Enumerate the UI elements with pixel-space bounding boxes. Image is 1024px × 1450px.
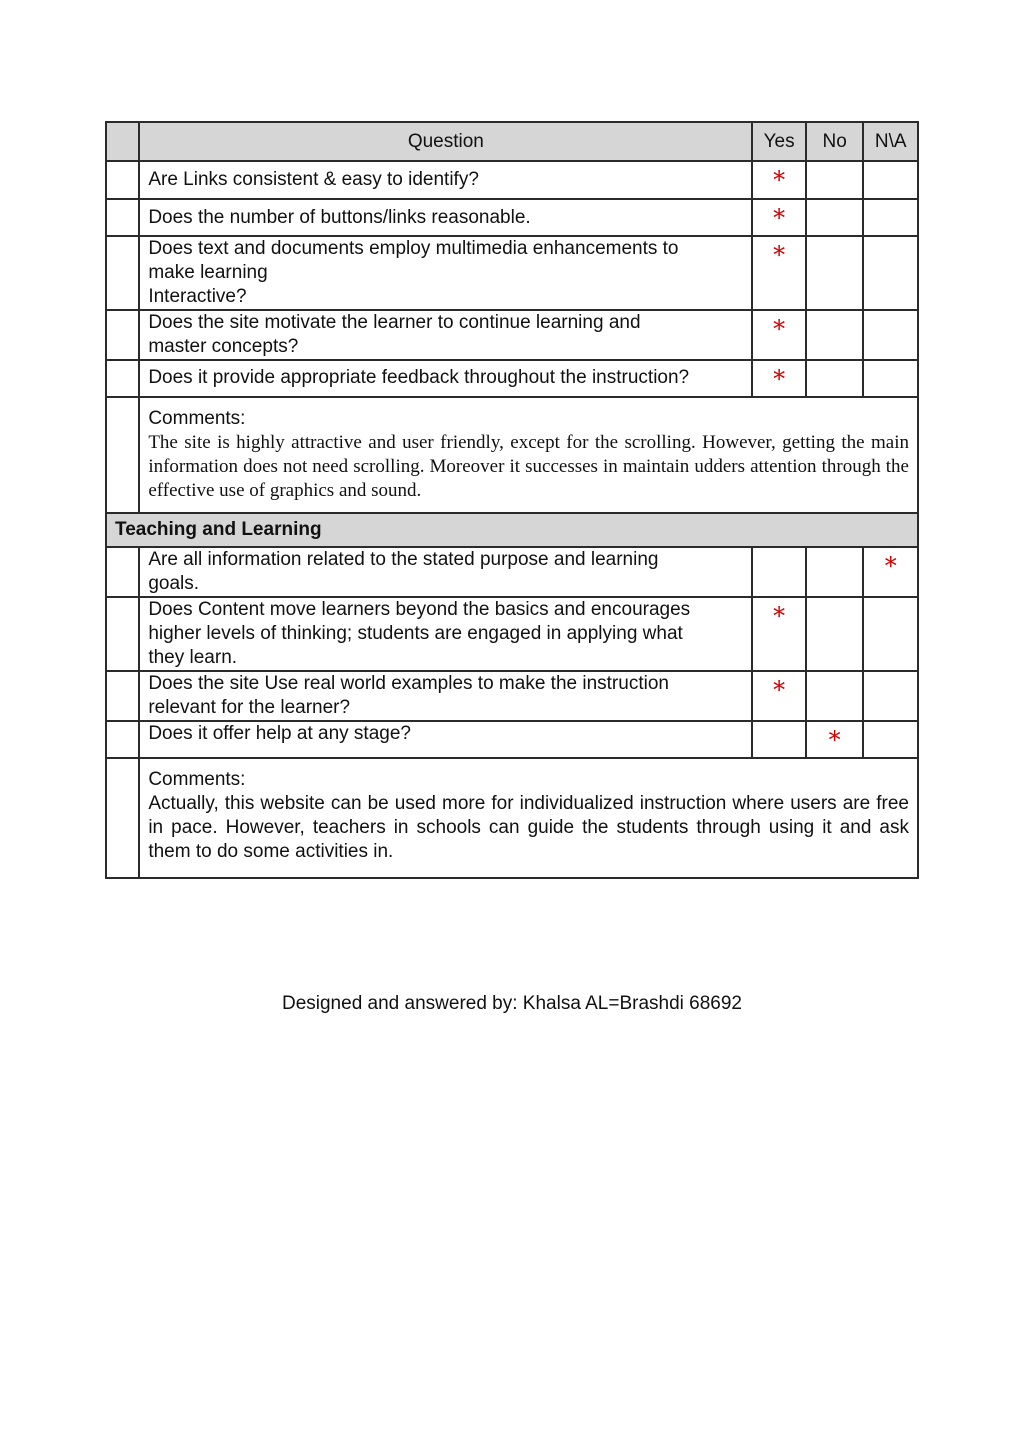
row-blank — [106, 310, 139, 360]
question-line: Are all information related to the stated purpose and learning — [148, 549, 659, 570]
selected-mark: * — [828, 726, 841, 754]
row-blank — [106, 671, 139, 721]
comment-block-2 — [106, 758, 918, 878]
header-no: No — [806, 122, 864, 161]
question-line: Does it provide appropriate feedback throughout the instruction? — [148, 367, 690, 388]
comment-label: Comments: — [148, 408, 246, 429]
answer-yes-cell — [752, 597, 806, 671]
row-blank — [106, 236, 139, 310]
question-line: they learn. — [148, 647, 238, 668]
question-line: Does the site Use real world examples to make the instruction — [148, 673, 669, 694]
comment-cell — [139, 397, 918, 513]
footer-credit: Designed and answered by: Khalsa AL=Brashdi 68692 — [281, 993, 743, 1014]
comment-label: Comments: — [148, 769, 246, 790]
question-text — [139, 236, 752, 310]
header-blank — [106, 122, 139, 161]
row-blank — [106, 597, 139, 671]
answer-yes-cell — [752, 161, 806, 199]
answer-yes-cell — [752, 236, 806, 310]
selected-mark: * — [773, 315, 786, 343]
answer-no-cell — [806, 236, 864, 310]
answer-no-cell — [806, 597, 864, 671]
question-text — [139, 360, 752, 397]
selected-mark: * — [773, 166, 786, 194]
row-blank — [106, 360, 139, 397]
answer-no-cell — [806, 547, 864, 597]
question-line: make learning — [148, 262, 268, 283]
table-row — [106, 199, 918, 236]
selected-mark: * — [773, 204, 786, 232]
answer-na-cell — [863, 597, 918, 671]
table-row — [106, 236, 918, 310]
answer-no-cell — [806, 161, 864, 199]
comment-text: Actually, this website can be used more for individualized instruction where users are free in pace. However, teachers in schools can guide the students through using it and ask them to do some activities in. — [148, 793, 909, 862]
answer-na-cell — [863, 721, 918, 758]
header-question: Question — [139, 122, 752, 161]
answer-no-cell — [806, 721, 864, 758]
question-text — [139, 199, 752, 236]
header-yes: Yes — [752, 122, 806, 161]
selected-mark: * — [884, 552, 897, 580]
selected-mark: * — [773, 241, 786, 269]
question-line: higher levels of thinking; students are engaged in applying what — [148, 623, 683, 644]
table-row — [106, 597, 918, 671]
evaluation-table — [105, 121, 919, 879]
answer-na-cell — [863, 547, 918, 597]
selected-mark: * — [773, 602, 786, 630]
question-line: Does the site motivate the learner to continue learning and — [148, 312, 641, 333]
table-row — [106, 360, 918, 397]
answer-no-cell — [806, 360, 864, 397]
row-blank — [106, 161, 139, 199]
question-line: goals. — [148, 573, 200, 594]
question-text — [139, 671, 752, 721]
answer-no-cell — [806, 310, 864, 360]
section-teaching-learning — [106, 547, 918, 758]
answer-na-cell — [863, 360, 918, 397]
answer-yes-cell — [752, 310, 806, 360]
table-row — [106, 671, 918, 721]
row-blank — [106, 721, 139, 758]
answer-na-cell — [863, 671, 918, 721]
answer-no-cell — [806, 671, 864, 721]
answer-na-cell — [863, 310, 918, 360]
question-line: Interactive? — [148, 286, 247, 307]
question-text — [139, 161, 752, 199]
question-text — [139, 547, 752, 597]
table-row — [106, 721, 918, 758]
section-title: Teaching and Learning — [106, 513, 918, 547]
question-line: Does the number of buttons/links reasonable. — [148, 207, 531, 228]
question-text — [139, 310, 752, 360]
table-row — [106, 547, 918, 597]
evaluation-sheet — [105, 121, 919, 879]
comment-row — [106, 397, 918, 513]
answer-yes-cell — [752, 360, 806, 397]
answer-na-cell — [863, 236, 918, 310]
answer-yes-cell — [752, 547, 806, 597]
row-blank — [106, 758, 139, 878]
selected-mark: * — [773, 676, 786, 704]
section-usability — [106, 161, 918, 397]
question-line: Does Content move learners beyond the basics and encourages — [148, 599, 691, 620]
answer-na-cell — [863, 199, 918, 236]
question-line: Does text and documents employ multimedia enhancements to — [148, 238, 679, 259]
selected-mark: * — [773, 365, 786, 393]
table-row — [106, 310, 918, 360]
question-line: master concepts? — [148, 336, 299, 357]
table-row — [106, 161, 918, 199]
answer-no-cell — [806, 199, 864, 236]
question-line: Are Links consistent & easy to identify? — [148, 169, 479, 190]
header-na: N\A — [863, 122, 918, 161]
answer-yes-cell — [752, 721, 806, 758]
row-blank — [106, 397, 139, 513]
answer-yes-cell — [752, 199, 806, 236]
question-line: Does it offer help at any stage? — [148, 723, 411, 744]
table-header-row — [106, 122, 918, 161]
question-line: relevant for the learner? — [148, 697, 351, 718]
row-blank — [106, 547, 139, 597]
section-title-row — [106, 513, 918, 547]
comment-cell — [139, 758, 918, 878]
answer-na-cell — [863, 161, 918, 199]
comment-row — [106, 758, 918, 878]
question-text — [139, 721, 752, 758]
answer-yes-cell — [752, 671, 806, 721]
comment-text: The site is highly attractive and user friendly, except for the scrolling. However, getting the main information does not need scrolling. Moreover it successes in maintain udders attention through the effective use of graphics and sound. — [148, 432, 909, 501]
row-blank — [106, 199, 139, 236]
comment-block-1 — [106, 397, 918, 547]
question-text — [139, 597, 752, 671]
